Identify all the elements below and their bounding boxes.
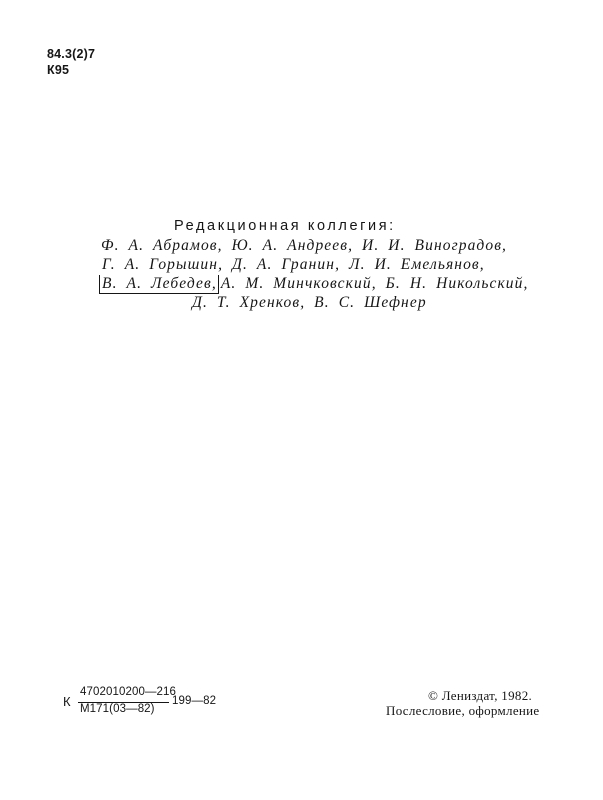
catalog-denominator: М171(03—82) (80, 703, 155, 715)
catalog-suffix: 199—82 (172, 695, 217, 707)
bbk-code: 84.3(2)7 (47, 47, 96, 61)
catalog-numerator: 4702010200—216 (80, 686, 177, 698)
editorial-board-title: Редакционная коллегия: (174, 218, 396, 234)
editorial-board-line-4: Д. Т. Хренков, В. С. Шефнер (192, 294, 427, 311)
copyright-line: © Лениздат, 1982. (428, 688, 533, 703)
copyright-subline: Послесловие, оформление (386, 703, 540, 718)
editorial-board-line-3-rest: А. М. Минчковский, Б. Н. Никольский, (220, 275, 529, 292)
author-mark: К95 (47, 63, 70, 77)
framed-name: В. А. Лебедев, (99, 275, 219, 294)
editorial-board-line-1: Ф. А. Абрамов, Ю. А. Андреев, И. И. Виноградов, (101, 237, 508, 254)
editorial-board-line-2: Г. А. Горышин, Д. А. Гранин, Л. И. Емельянов, (102, 256, 485, 273)
catalog-letter: К (63, 694, 71, 709)
editorial-board-line-3 (99, 275, 528, 294)
